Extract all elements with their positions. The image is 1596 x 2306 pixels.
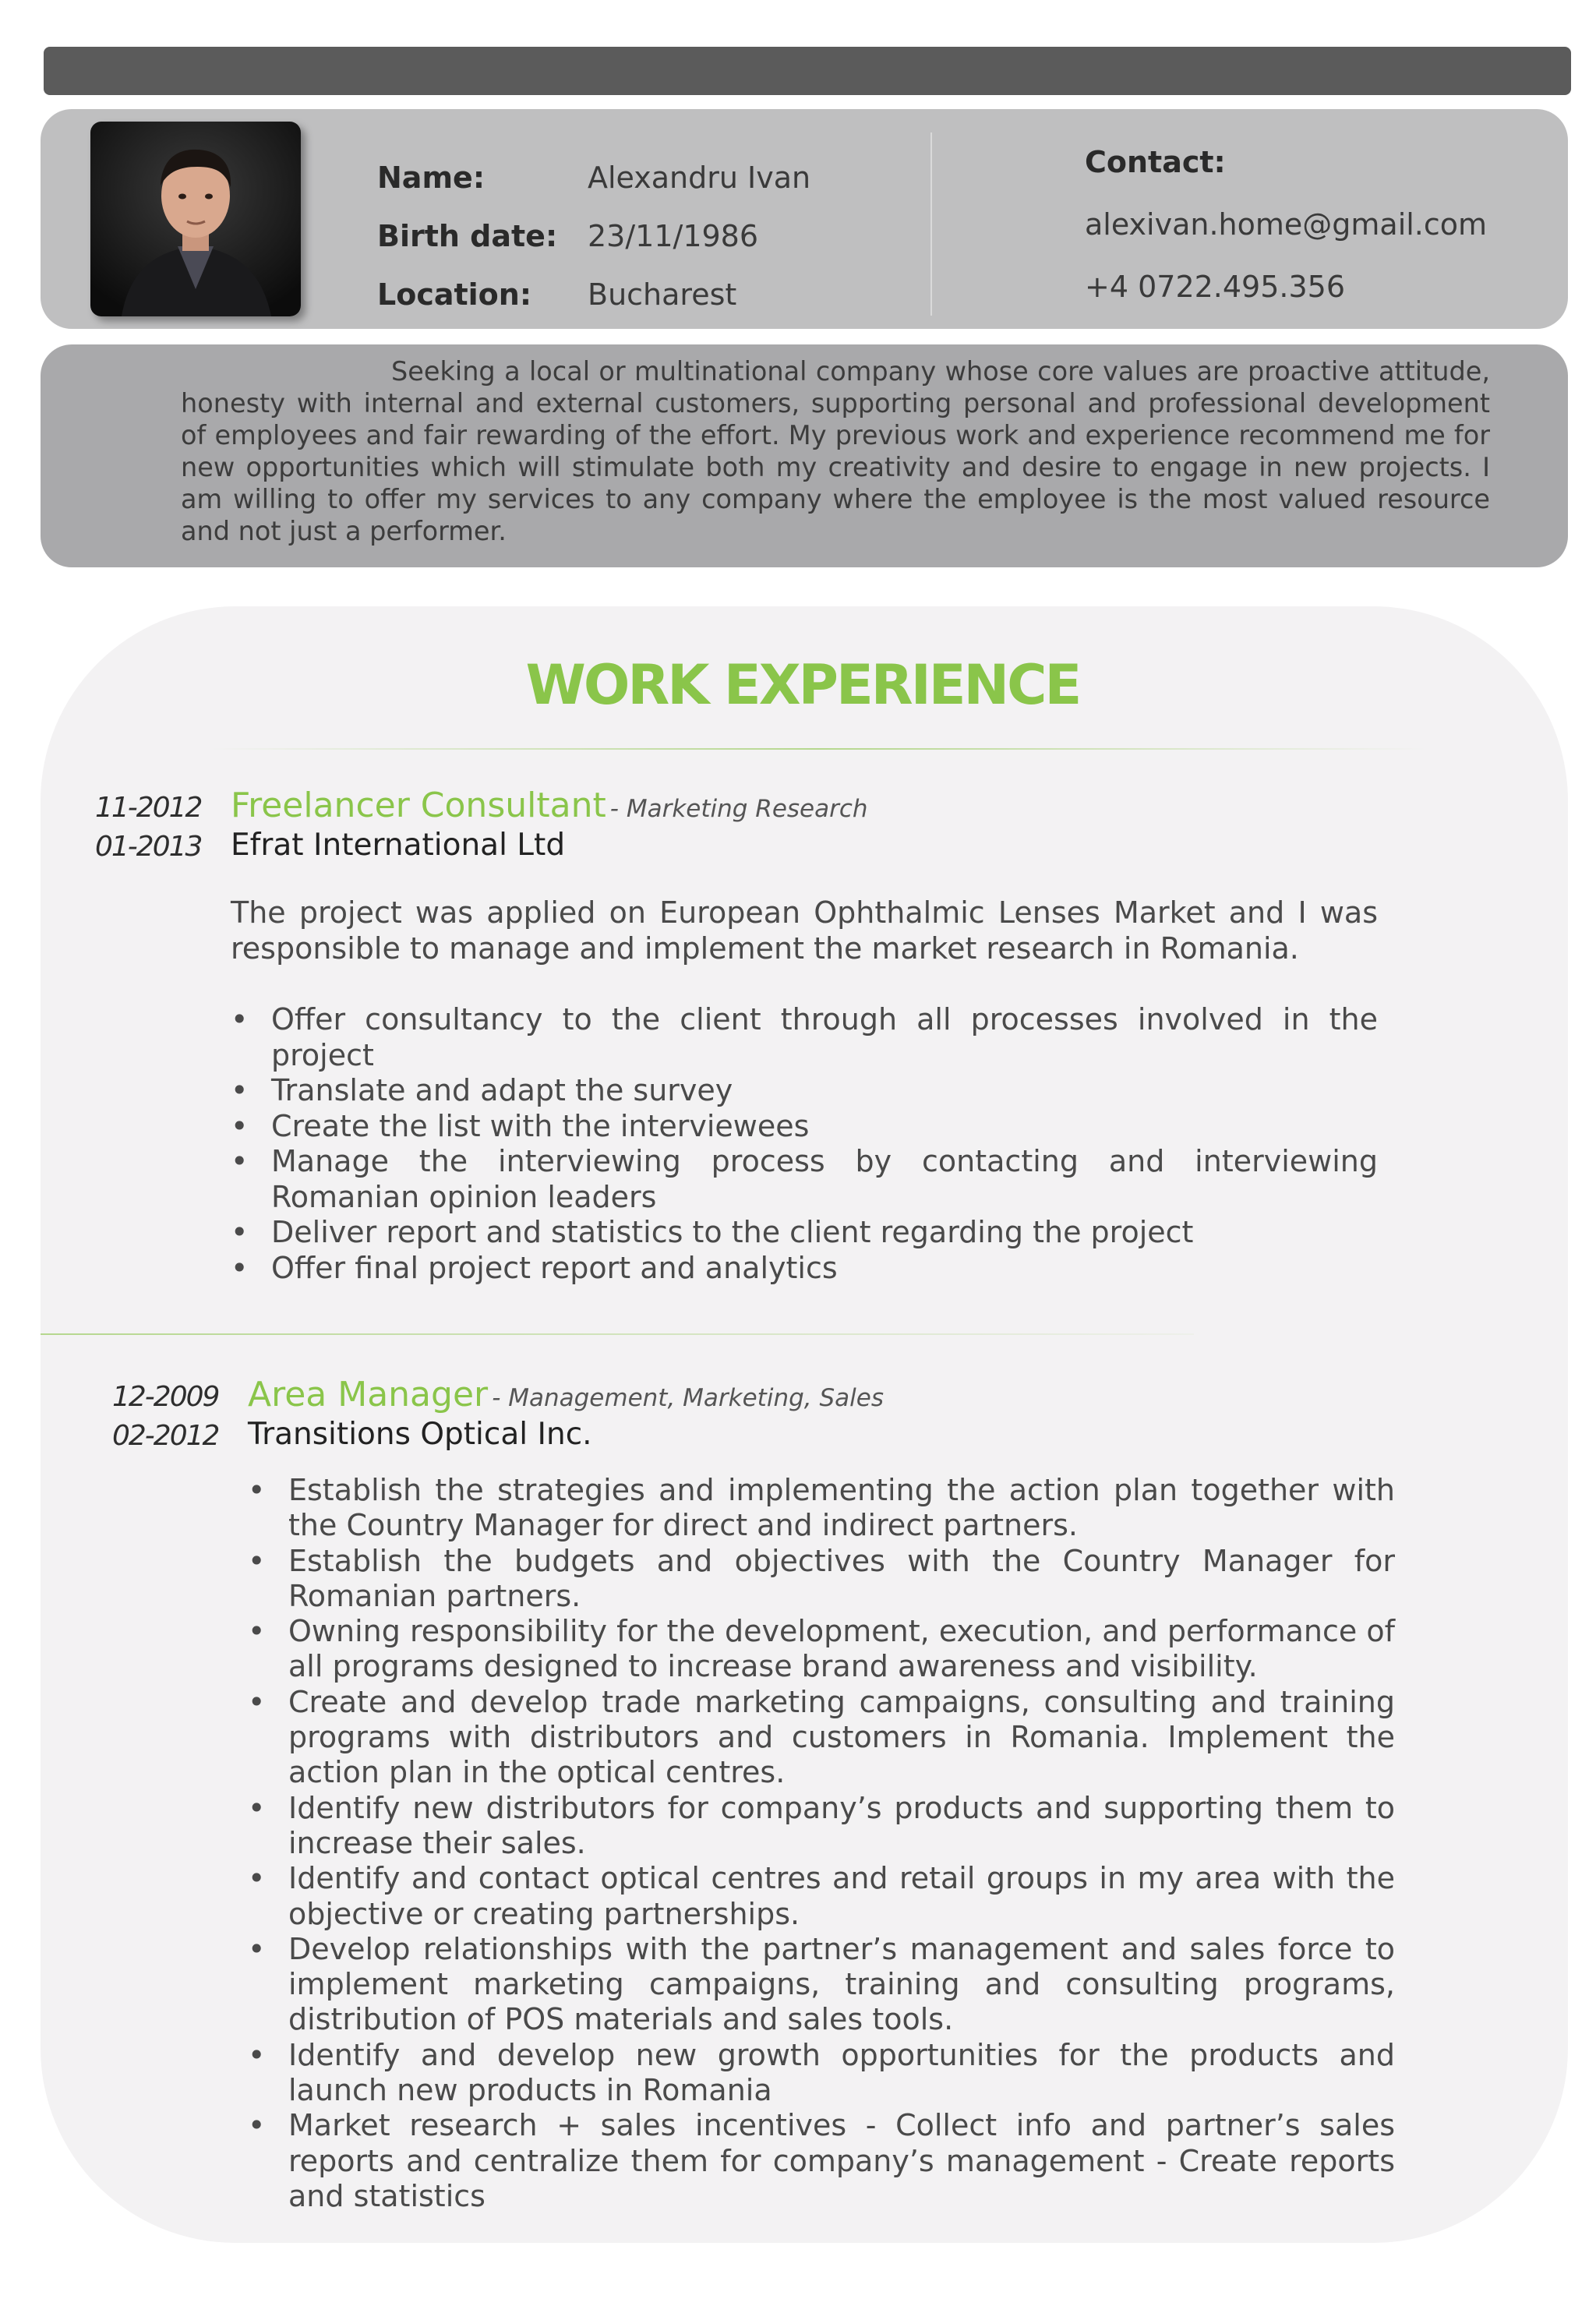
list-item: • Translate and adapt the survey — [231, 1073, 1378, 1109]
birth-date-value: 23/11/1986 — [588, 218, 759, 253]
email-link[interactable]: alexivan.home@gmail.com — [1085, 207, 1488, 242]
list-item: • Create the list with the interviewees — [231, 1109, 1378, 1145]
job-1-description: The project was applied on European Ophthalmic Lenses Market and I was responsible to manage and implement the market research in Romania. — [231, 895, 1378, 966]
list-item: • Create and develop trade marketing campaigns, consulting and training programs with distributors and customers in Romania. Implement the action plan in the optical centres. — [248, 1685, 1395, 1791]
location-label: Location: — [377, 277, 532, 312]
list-item: • Identify and develop new growth opportunities for the products and launch new products in Romania — [248, 2038, 1395, 2109]
list-item: • Identify and contact optical centres and retail groups in my area with the objective or creating partnerships. — [248, 1861, 1395, 1932]
list-item: • Identify new distributors for company’s products and supporting them to increase their sales. — [248, 1791, 1395, 1862]
job-2-company: Transitions Optical Inc. — [248, 1417, 592, 1452]
top-bar — [44, 47, 1571, 95]
contact-title: Contact: — [1085, 145, 1226, 179]
job-2-date-start: 12-2009 — [112, 1381, 219, 1413]
list-item: • Manage the interviewing process by contacting and interviewing Romanian opinion leaders — [231, 1144, 1378, 1215]
list-item: • Develop relationships with the partner’s management and sales force to implement marketing campaigns, training and consulting programs, distribution of POS materials and sales tools. — [248, 1932, 1395, 2038]
job-1-title: Freelancer Consultant — [231, 786, 606, 825]
job-1-heading — [231, 786, 868, 825]
job-1-date-end: 01-2013 — [95, 831, 202, 863]
location-value: Bucharest — [588, 277, 737, 312]
summary-box — [41, 344, 1568, 567]
phone-number: +4 0722.495.356 — [1085, 270, 1346, 304]
list-item: • Establish the strategies and implementing the action plan together with the Country Manager for direct and indirect partners. — [248, 1473, 1395, 1544]
profile-header — [41, 109, 1568, 329]
job-2-heading — [248, 1375, 884, 1414]
list-item: • Offer consultancy to the client through all processes involved in the project — [231, 1002, 1378, 1073]
section-divider — [41, 1333, 1194, 1335]
name-value: Alexandru Ivan — [588, 160, 811, 195]
header-divider — [930, 132, 932, 316]
job-1-date-start: 11-2012 — [95, 792, 202, 824]
profile-photo — [90, 122, 301, 316]
birth-date-label: Birth date: — [377, 218, 558, 253]
list-item: • Owning responsibility for the development, execution, and performance of all programs designed to increase brand awareness and visibility. — [248, 1614, 1395, 1685]
job-2-bullets — [248, 1473, 1395, 2214]
list-item: • Establish the budgets and objectives with the Country Manager for Romanian partners. — [248, 1544, 1395, 1615]
job-2-title: Area Manager — [248, 1375, 489, 1414]
contact-info — [1085, 131, 1487, 318]
summary-text: Seeking a local or multinational company whose core values are proactive attitude, honesty with internal and external customers, supporting personal and professional development of employees and fair rewarding of the effort. My previous work and experience recommend me for new opportunities which will stimulate both my creativity and desire to engage in new projects. I am willing to offer my services to any company where the employee is the most valued resource and not just a performer. — [181, 356, 1490, 546]
job-1-bullets — [231, 1002, 1378, 1286]
location-row — [377, 265, 810, 323]
title-underline — [210, 748, 1426, 750]
name-label: Name: — [377, 160, 486, 195]
section-title: WORK EXPERIENCE — [525, 653, 1080, 717]
birth-date-row — [377, 207, 810, 265]
list-item: • Offer final project report and analytics — [231, 1251, 1378, 1287]
personal-info — [377, 148, 810, 323]
job-1-company: Efrat International Ltd — [231, 828, 566, 863]
name-row — [377, 148, 810, 207]
list-item: • Deliver report and statistics to the client regarding the project — [231, 1215, 1378, 1251]
list-item: • Market research + sales incentives - Collect info and partner’s sales reports and centralize them for company’s management - Create reports and statistics — [248, 2108, 1395, 2214]
job-1-subtitle: - Marketing Research — [609, 795, 868, 823]
job-2-date-end: 02-2012 — [112, 1420, 219, 1452]
job-2-subtitle: - Management, Marketing, Sales — [492, 1384, 884, 1412]
